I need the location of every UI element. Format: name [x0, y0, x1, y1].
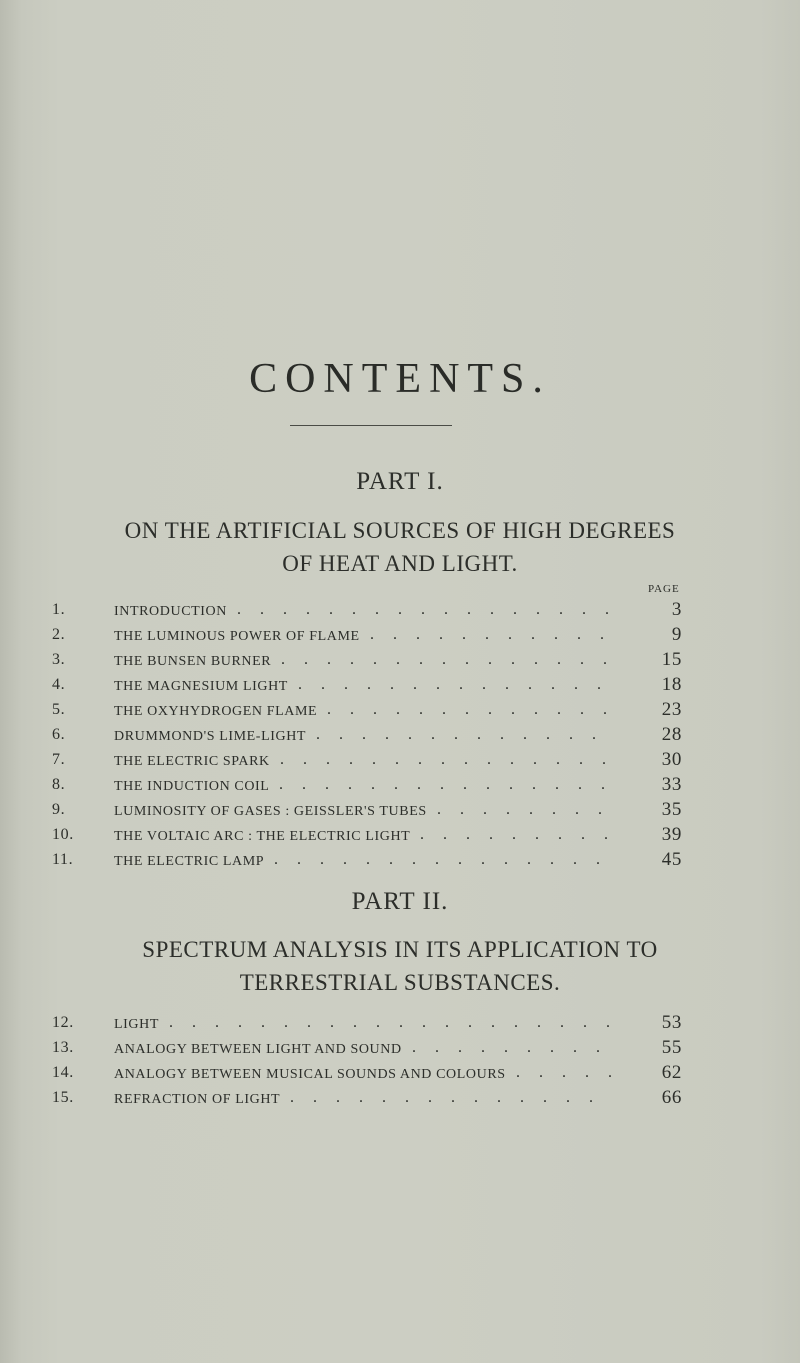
entry-page-number: 62 — [661, 1062, 682, 1083]
dot-leader: ........... — [370, 626, 623, 643]
dot-leader: ........ — [437, 801, 621, 818]
part-2-subheading — [0, 933, 800, 999]
entry-number: 2. — [52, 626, 66, 643]
entry-title: THE MAGNESIUM LIGHT — [114, 679, 288, 694]
entry-number: 15. — [52, 1089, 74, 1106]
entry-number: 11. — [52, 851, 74, 868]
entry-page-number: 35 — [661, 799, 682, 820]
entry-number: 12. — [52, 1014, 74, 1031]
entry-title: THE ELECTRIC SPARK — [114, 754, 270, 769]
entry-title: THE INDUCTION COIL — [114, 779, 270, 794]
dot-leader: ......... — [420, 826, 627, 843]
entry-page-number: 28 — [661, 724, 682, 745]
entry-number: 5. — [52, 701, 66, 718]
entry-title: DRUMMOND'S LIME-LIGHT — [114, 729, 307, 744]
dot-leader: ............... — [281, 651, 626, 668]
entry-number: 10. — [52, 826, 74, 843]
dot-leader: .............. — [290, 1089, 612, 1106]
dot-leader: .............. — [298, 676, 620, 693]
contents-entry — [52, 672, 682, 697]
contents-entry — [52, 722, 682, 747]
entry-title: THE ELECTRIC LAMP — [114, 854, 265, 869]
entry-page-number: 18 — [661, 674, 682, 695]
dot-leader: ............. — [316, 726, 615, 743]
contents-entry — [52, 747, 682, 772]
contents-entry — [52, 847, 682, 872]
part-1-subheading — [0, 514, 800, 580]
part-2-contents-list — [52, 1010, 682, 1110]
part-1-subheading-line-2: OF HEAT AND LIGHT. — [282, 551, 518, 576]
page-column-label: PAGE — [648, 583, 680, 595]
entry-title: REFRACTION OF LIGHT — [114, 1092, 281, 1107]
entry-page-number: 45 — [661, 849, 682, 870]
entry-title: LUMINOSITY OF GASES : GEISSLER'S TUBES — [114, 804, 427, 819]
entry-page-number: 15 — [661, 649, 682, 670]
entry-page-number: 9 — [671, 624, 682, 645]
contents-entry — [52, 1010, 682, 1035]
entry-title: ANALOGY BETWEEN LIGHT AND SOUND — [114, 1042, 402, 1057]
dot-leader: ............. — [327, 701, 626, 718]
contents-entry — [52, 622, 682, 647]
contents-entry — [52, 647, 682, 672]
entry-number: 9. — [52, 801, 66, 818]
entry-page-number: 33 — [661, 774, 682, 795]
entry-page-number: 30 — [661, 749, 682, 770]
dot-leader: ............... — [279, 776, 624, 793]
entry-page-number: 55 — [661, 1037, 682, 1058]
entry-title: ANALOGY BETWEEN MUSICAL SOUNDS AND COLOURS — [114, 1067, 506, 1082]
part-1-contents-list — [52, 597, 682, 872]
dot-leader: ............... — [280, 751, 625, 768]
part-2-heading: PART II. — [351, 888, 449, 915]
title-divider — [290, 425, 452, 426]
contents-entry — [52, 1035, 682, 1060]
entry-title: THE OXYHYDROGEN FLAME — [114, 704, 318, 719]
part-2-subheading-line-1: SPECTRUM ANALYSIS IN ITS APPLICATION TO — [142, 937, 658, 962]
entry-number: 6. — [52, 726, 66, 743]
entry-number: 4. — [52, 676, 66, 693]
part-1-heading: PART I. — [356, 468, 444, 495]
entry-title: THE BUNSEN BURNER — [114, 654, 272, 669]
contents-entry — [52, 822, 682, 847]
dot-leader: ................. — [237, 601, 628, 618]
contents-entry — [52, 697, 682, 722]
entry-page-number: 39 — [661, 824, 682, 845]
entry-page-number: 3 — [671, 599, 682, 620]
entry-page-number: 53 — [661, 1012, 682, 1033]
entry-number: 1. — [52, 601, 66, 618]
entry-number: 7. — [52, 751, 66, 768]
contents-entry — [52, 1060, 682, 1085]
entry-title: THE VOLTAIC ARC : THE ELECTRIC LIGHT — [114, 829, 411, 844]
page-title: CONTENTS. — [249, 356, 551, 402]
entry-page-number: 66 — [661, 1087, 682, 1108]
contents-entry — [52, 797, 682, 822]
dot-leader: ......... — [412, 1039, 619, 1056]
entry-number: 14. — [52, 1064, 74, 1081]
entry-title: THE LUMINOUS POWER OF FLAME — [114, 629, 360, 644]
contents-entry — [52, 597, 682, 622]
entry-number: 13. — [52, 1039, 74, 1056]
part-1-subheading-line-1: ON THE ARTIFICIAL SOURCES OF HIGH DEGREES — [124, 518, 676, 543]
part-2-subheading-line-2: TERRESTRIAL SUBSTANCES. — [239, 970, 561, 995]
contents-entry — [52, 1085, 682, 1110]
contents-entry — [52, 772, 682, 797]
dot-leader: .................... — [169, 1014, 629, 1031]
entry-number: 3. — [52, 651, 66, 668]
entry-page-number: 23 — [661, 699, 682, 720]
entry-number: 8. — [52, 776, 66, 793]
dot-leader: ..... — [516, 1064, 631, 1081]
entry-title: LIGHT — [114, 1017, 159, 1032]
entry-title: INTRODUCTION — [114, 604, 227, 619]
dot-leader: ............... — [274, 851, 619, 868]
